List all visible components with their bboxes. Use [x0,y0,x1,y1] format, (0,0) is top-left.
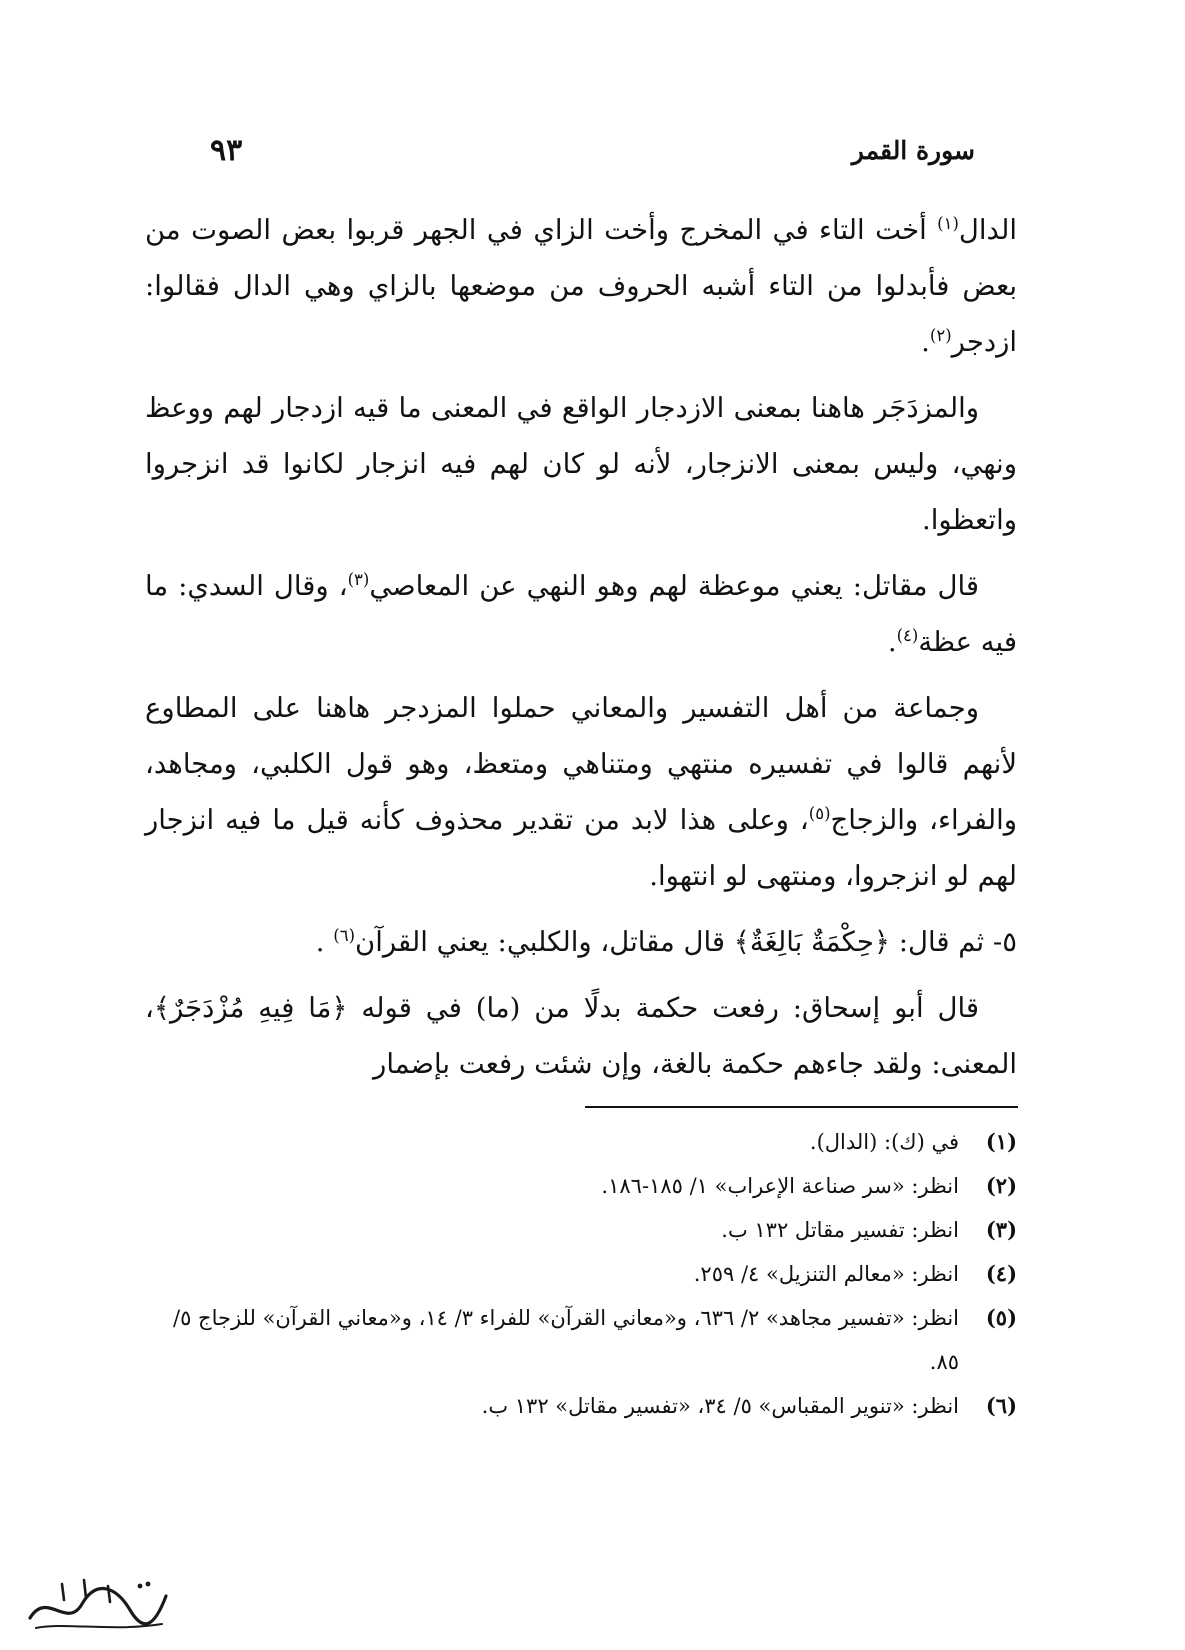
footnote-2 [160,1164,1017,1208]
footnote-number: (٤) [985,1261,1017,1286]
footnote-text: انظر: «تفسير مجاهد» ٢/ ٦٣٦، و«معاني القرآن» للفراء ٣/ ١٤، و«معاني القرآن» للزجاج ٥/ ٨٥. [172,1306,959,1374]
footnote-ref-4[interactable]: (٤) [896,625,919,645]
footnote-ref-1[interactable]: (١) [937,213,959,233]
text-run: قال أبو إسحاق: رفعت حكمة بدلًا من (ما) في قوله [347,992,979,1024]
footnote-ref-6[interactable]: (٦) [333,925,355,945]
text-run: قال مقاتل، والكلبي: يعني القرآن [355,926,734,958]
footnote-ref-3[interactable]: (٣) [347,569,370,589]
footnote-ref-2[interactable]: (٢) [929,325,952,345]
footnote-text: انظر: «معالم التنزيل» ٤/ ٢٥٩. [693,1262,959,1286]
text-run: أخت التاء في المخرج وأخت الزاي في الجهر قربوا بعض الصوت من بعض فأبدلوا من التاء أشبه الحروف من موضعها بالزاي وهي الدال فقالوا: ازدجر [145,214,1017,358]
paragraph-4 [145,680,1017,904]
text-run: ، وعلى هذا لابد من تقدير محذوف كأنه قيل ما فيه انزجار لهم لو انزجروا، ومنتهى لو انتهوا. [145,804,1017,892]
quran-verse: ﴿مَا فِيهِ مُزْدَجَرٌ﴾ [153,992,348,1024]
text-run: . [315,926,334,958]
footnote-5 [160,1296,1017,1384]
footnote-text: انظر: «تنوير المقباس» ٥/ ٣٤، «تفسير مقاتل» ١٣٢ ب. [481,1394,959,1418]
text-run: . [921,326,930,358]
quran-verse: ﴿حِكْمَةٌ بَالِغَةٌ﴾ [733,926,890,958]
footnote-number: (٥) [985,1305,1017,1330]
footnote-text: في (ك): (الدال). [809,1130,959,1154]
publisher-logo [22,1570,172,1642]
footnote-number: (٦) [985,1393,1017,1418]
footnotes [160,1120,1017,1428]
footnote-ref-5[interactable]: (٥) [808,803,831,823]
text-run: . [887,626,897,658]
text-run: وجماعة من أهل التفسير والمعاني حملوا المزدجر هاهنا على المطاوع لأنهم قالوا في تفسيره منتهي ومتناهي ومتعظ، وهو قول الكلبي، ومجاهد، والفراء، والزجاج [145,692,1017,836]
footnote-text: انظر: تفسير مقاتل ١٣٢ ب. [721,1218,959,1242]
footnote-number: (٣) [985,1217,1017,1242]
text-run: ، المعنى: ولقد جاءهم حكمة بالغة، وإن شئت رفعت بإضمار [145,992,1017,1080]
text-run: الدال [958,214,1017,246]
footnote-4 [160,1252,1017,1296]
footnote-number: (١) [985,1129,1017,1154]
paragraph-6 [145,980,1017,1092]
text-run: ، وقال السدي: ما فيه عظة [145,570,1017,658]
main-text [145,202,1017,1102]
footnote-1 [160,1120,1017,1164]
paragraph-3 [145,558,1017,670]
paragraph-5 [145,914,1017,970]
surah-title: سورة القمر [851,135,975,165]
running-header [210,128,975,172]
footnote-separator [585,1106,1018,1108]
footnote-number: (٢) [985,1173,1017,1198]
page-number: ٩٣ [210,132,243,168]
paragraph-2: والمزدَجَر هاهنا بمعنى الازدجار الواقع في المعنى ما قيه ازدجار لهم ووعظ ونهي، وليس بمعنى الانزجار، لأنه لو كان لهم فيه انزجار لكانوا قد انزجروا واتعظوا. [145,392,1017,536]
paragraph-1 [145,202,1017,370]
text-run: ٥- ثم قال: [889,926,1017,958]
text-run: قال مقاتل: يعني موعظة لهم وهو النهي عن المعاصي [369,570,979,602]
footnote-6 [160,1384,1017,1428]
footnote-text: انظر: «سر صناعة الإعراب» ١/ ١٨٥-١٨٦. [601,1174,959,1198]
footnote-3 [160,1208,1017,1252]
